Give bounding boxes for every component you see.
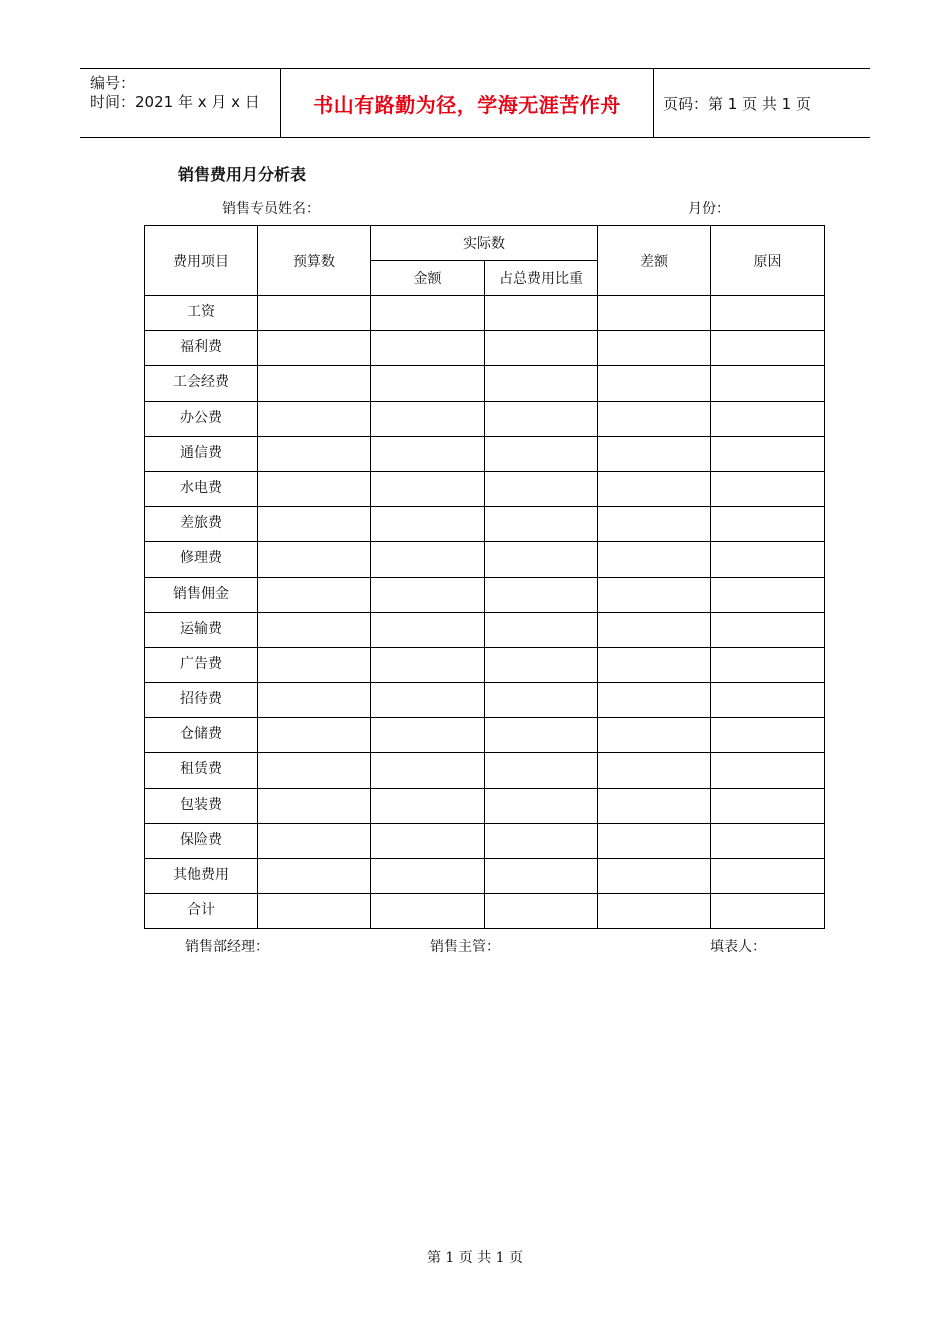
budget-cell[interactable] — [258, 436, 371, 471]
expense-item-cell: 招待费 — [145, 683, 258, 718]
header-page-code: 页码：第 1 页 共 1 页 — [663, 94, 811, 113]
amount-cell[interactable] — [371, 542, 485, 577]
table-row — [145, 788, 825, 823]
budget-cell[interactable] — [258, 859, 371, 894]
ratio-cell[interactable] — [485, 401, 598, 436]
budget-cell[interactable] — [258, 507, 371, 542]
budget-cell[interactable] — [258, 894, 371, 929]
reason-cell[interactable] — [711, 436, 825, 471]
difference-cell[interactable] — [598, 331, 711, 366]
ratio-cell[interactable] — [485, 859, 598, 894]
budget-cell[interactable] — [258, 718, 371, 753]
expense-item-cell: 福利费 — [145, 331, 258, 366]
reason-cell[interactable] — [711, 331, 825, 366]
difference-cell[interactable] — [598, 436, 711, 471]
difference-cell[interactable] — [598, 859, 711, 894]
table-row — [145, 894, 825, 929]
budget-cell[interactable] — [258, 296, 371, 331]
amount-cell[interactable] — [371, 366, 485, 401]
month-label: 月份： — [688, 201, 730, 217]
difference-cell[interactable] — [598, 507, 711, 542]
ratio-cell[interactable] — [485, 647, 598, 682]
expense-item-cell: 修理费 — [145, 542, 258, 577]
time-label: 时间：2021 年 x 月 x 日 — [90, 93, 260, 111]
ratio-cell[interactable] — [485, 894, 598, 929]
header-budget: 预算数 — [258, 226, 371, 296]
amount-cell[interactable] — [371, 471, 485, 506]
budget-cell[interactable] — [258, 471, 371, 506]
reason-cell[interactable] — [711, 507, 825, 542]
table-row — [145, 718, 825, 753]
difference-cell[interactable] — [598, 788, 711, 823]
expense-item-cell: 其他费用 — [145, 859, 258, 894]
amount-cell[interactable] — [371, 894, 485, 929]
reason-cell[interactable] — [711, 471, 825, 506]
expense-item-cell: 租赁费 — [145, 753, 258, 788]
reason-cell[interactable] — [711, 894, 825, 929]
reason-cell[interactable] — [711, 647, 825, 682]
reason-cell[interactable] — [711, 788, 825, 823]
amount-cell[interactable] — [371, 507, 485, 542]
header-reason: 原因 — [711, 226, 825, 296]
amount-cell[interactable] — [371, 718, 485, 753]
reason-cell[interactable] — [711, 823, 825, 858]
reason-cell[interactable] — [711, 542, 825, 577]
budget-cell[interactable] — [258, 823, 371, 858]
expense-table — [144, 225, 825, 929]
header-item: 费用项目 — [145, 226, 258, 296]
table-row — [145, 471, 825, 506]
amount-cell[interactable] — [371, 577, 485, 612]
difference-cell[interactable] — [598, 647, 711, 682]
amount-cell[interactable] — [371, 683, 485, 718]
budget-cell[interactable] — [258, 331, 371, 366]
header-actual: 实际数 — [371, 226, 598, 261]
reason-cell[interactable] — [711, 366, 825, 401]
preparer-signature: 填表人： — [710, 939, 766, 955]
budget-cell[interactable] — [258, 542, 371, 577]
number-label: 编号： — [90, 74, 136, 92]
difference-cell[interactable] — [598, 542, 711, 577]
expense-item-cell: 办公费 — [145, 401, 258, 436]
amount-cell[interactable] — [371, 788, 485, 823]
amount-cell[interactable] — [371, 823, 485, 858]
expense-item-cell: 保险费 — [145, 823, 258, 858]
difference-cell[interactable] — [598, 612, 711, 647]
supervisor-signature: 销售主管： — [430, 939, 500, 955]
difference-cell[interactable] — [598, 471, 711, 506]
ratio-cell[interactable] — [485, 331, 598, 366]
table-row — [145, 507, 825, 542]
amount-cell[interactable] — [371, 331, 485, 366]
header-difference: 差额 — [598, 226, 711, 296]
amount-cell[interactable] — [371, 859, 485, 894]
reason-cell[interactable] — [711, 577, 825, 612]
budget-cell[interactable] — [258, 683, 371, 718]
difference-cell[interactable] — [598, 894, 711, 929]
difference-cell[interactable] — [598, 366, 711, 401]
expense-item-cell: 通信费 — [145, 436, 258, 471]
table-row — [145, 823, 825, 858]
expense-item-cell: 包装费 — [145, 788, 258, 823]
difference-cell[interactable] — [598, 577, 711, 612]
ratio-cell[interactable] — [485, 683, 598, 718]
table-row — [145, 612, 825, 647]
reason-cell[interactable] — [711, 296, 825, 331]
table-row — [145, 366, 825, 401]
salesperson-label: 销售专员姓名： — [222, 201, 320, 217]
table-row — [145, 859, 825, 894]
table-row — [145, 683, 825, 718]
table-row — [145, 542, 825, 577]
difference-cell[interactable] — [598, 401, 711, 436]
reason-cell[interactable] — [711, 718, 825, 753]
table-row — [145, 647, 825, 682]
difference-cell[interactable] — [598, 296, 711, 331]
expense-item-cell: 合计 — [145, 894, 258, 929]
ratio-cell[interactable] — [485, 823, 598, 858]
expense-item-cell: 销售佣金 — [145, 577, 258, 612]
ratio-cell[interactable] — [485, 612, 598, 647]
header-motto: 书山有路勤为径，学海无涯苦作舟 — [281, 69, 654, 137]
manager-signature: 销售部经理： — [185, 939, 269, 955]
difference-cell[interactable] — [598, 823, 711, 858]
amount-cell[interactable] — [371, 647, 485, 682]
difference-cell[interactable] — [598, 718, 711, 753]
table-row — [145, 753, 825, 788]
budget-cell[interactable] — [258, 753, 371, 788]
budget-cell[interactable] — [258, 577, 371, 612]
expense-item-cell: 工会经费 — [145, 366, 258, 401]
expense-item-cell: 差旅费 — [145, 507, 258, 542]
ratio-cell[interactable] — [485, 366, 598, 401]
expense-item-cell: 运输费 — [145, 612, 258, 647]
budget-cell[interactable] — [258, 612, 371, 647]
reason-cell[interactable] — [711, 612, 825, 647]
reason-cell[interactable] — [711, 401, 825, 436]
ratio-cell[interactable] — [485, 788, 598, 823]
expense-item-cell: 仓储费 — [145, 718, 258, 753]
expense-item-cell: 工资 — [145, 296, 258, 331]
ratio-cell[interactable] — [485, 542, 598, 577]
ratio-cell[interactable] — [485, 296, 598, 331]
ratio-cell[interactable] — [485, 471, 598, 506]
ratio-cell[interactable] — [485, 507, 598, 542]
difference-cell[interactable] — [598, 683, 711, 718]
table-row — [145, 331, 825, 366]
amount-cell[interactable] — [371, 753, 485, 788]
difference-cell[interactable] — [598, 753, 711, 788]
table-row — [145, 577, 825, 612]
expense-item-cell: 水电费 — [145, 471, 258, 506]
table-row — [145, 436, 825, 471]
header-ratio: 占总费用比重 — [485, 261, 598, 296]
page-number: 第 1 页 共 1 页 — [426, 1250, 524, 1266]
expense-item-cell: 广告费 — [145, 647, 258, 682]
document-header — [80, 68, 870, 138]
ratio-cell[interactable] — [485, 577, 598, 612]
amount-cell[interactable] — [371, 436, 485, 471]
header-amount: 金额 — [371, 261, 485, 296]
table-row — [145, 401, 825, 436]
budget-cell[interactable] — [258, 401, 371, 436]
budget-cell[interactable] — [258, 366, 371, 401]
ratio-cell[interactable] — [485, 436, 598, 471]
reason-cell[interactable] — [711, 753, 825, 788]
amount-cell[interactable] — [371, 401, 485, 436]
budget-cell[interactable] — [258, 788, 371, 823]
header-info — [80, 69, 281, 137]
amount-cell[interactable] — [371, 612, 485, 647]
budget-cell[interactable] — [258, 647, 371, 682]
ratio-cell[interactable] — [485, 753, 598, 788]
reason-cell[interactable] — [711, 859, 825, 894]
reason-cell[interactable] — [711, 683, 825, 718]
ratio-cell[interactable] — [485, 718, 598, 753]
form-title: 销售费用月分析表 — [178, 165, 307, 184]
amount-cell[interactable] — [371, 296, 485, 331]
table-row — [145, 296, 825, 331]
